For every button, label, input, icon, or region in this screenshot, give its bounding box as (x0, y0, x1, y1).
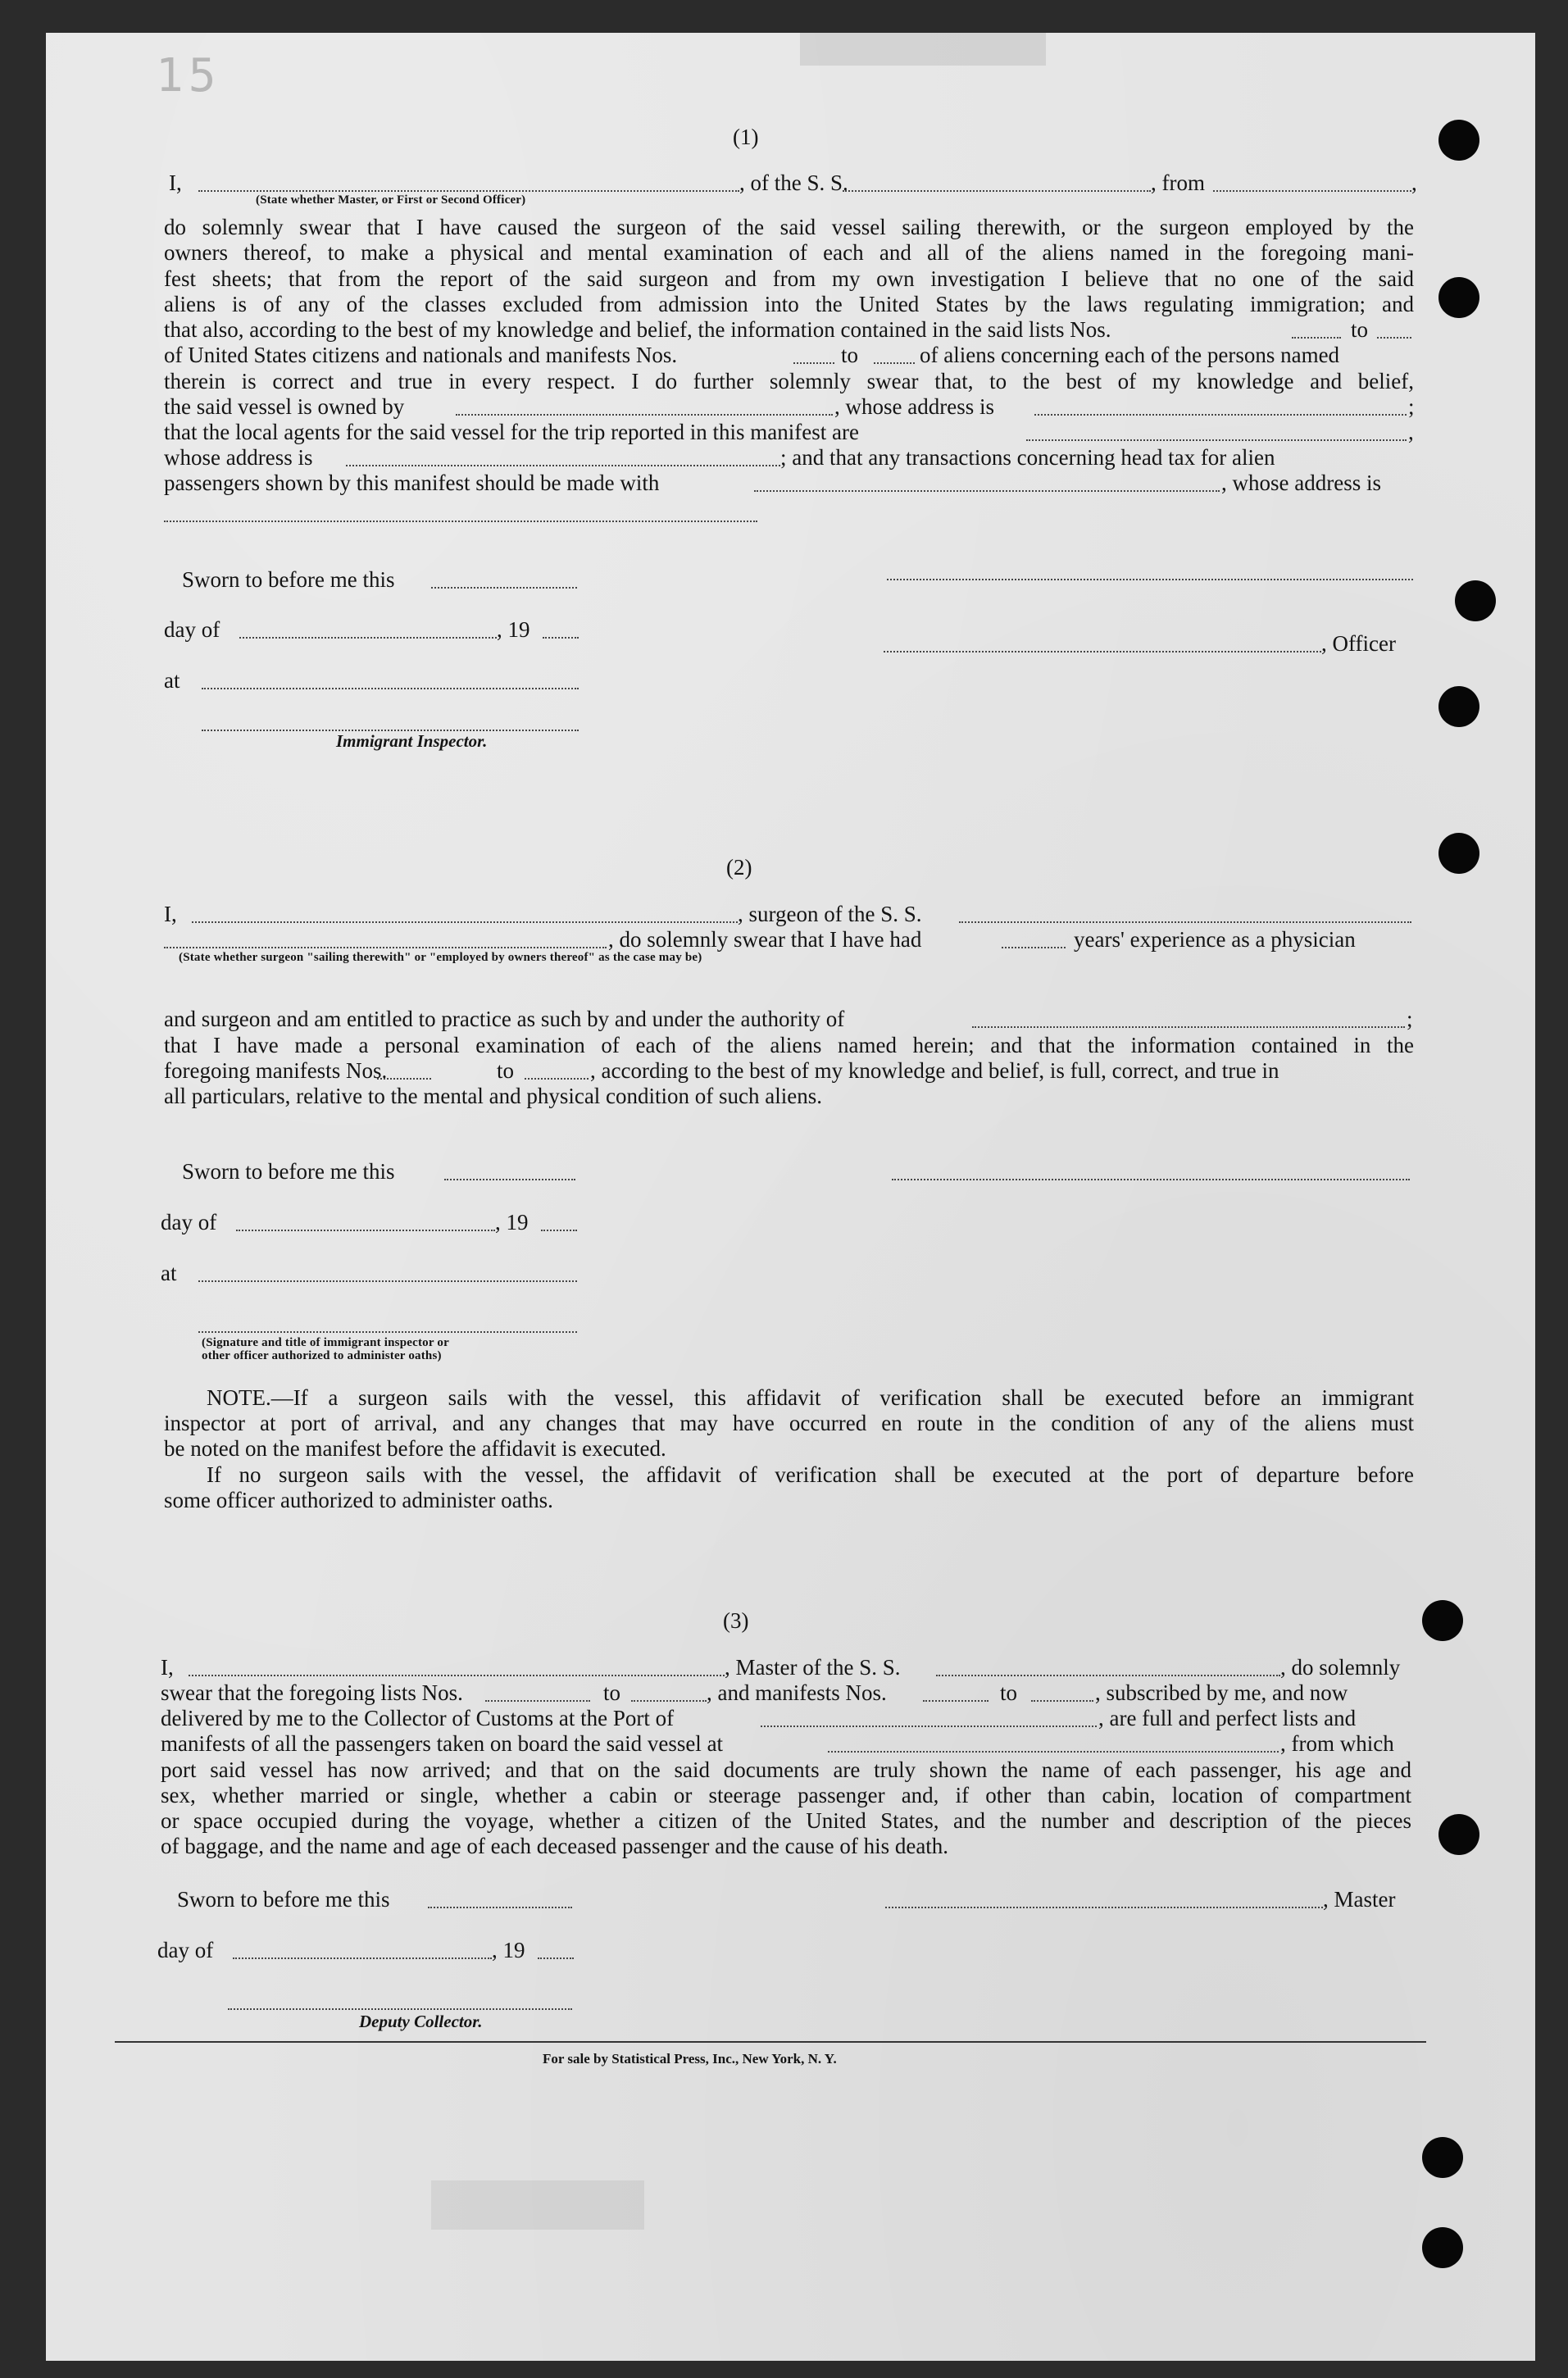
s3-day-of: day of (157, 1938, 214, 1962)
s1-comma: , (1411, 171, 1417, 195)
s2-sworn-date-field[interactable] (444, 1179, 575, 1180)
s1-of-ss: , of the S. S. (739, 171, 848, 195)
s3-line-2b: to (603, 1680, 621, 1705)
s2-note-text: —If a surgeon sails with the vessel, this affidavit of verification shall be executed before an immigrant (270, 1385, 1414, 1410)
s1-manifests-to-field[interactable] (874, 362, 915, 364)
s1-agents-field[interactable] (1026, 439, 1407, 441)
s3-line-4b: , from which (1280, 1731, 1394, 1756)
s1-agents-address-field[interactable] (346, 465, 780, 466)
s3-ship-field[interactable] (936, 1675, 1280, 1676)
s1-line-6b: to (841, 343, 859, 367)
s2-years-field[interactable] (1002, 947, 1066, 948)
s1-sworn-date-field[interactable] (431, 587, 577, 589)
s2-line-4: that I have made a personal examination of each of the aliens named herein; and that the information contained in the (164, 1033, 1414, 1057)
s2-line-2a: , do solemnly swear that I have had (608, 927, 922, 952)
punch-hole (1422, 2137, 1463, 2178)
s2-name-field[interactable] (192, 921, 738, 923)
s1-line-10b: ; and that any transactions concerning head tax for alien (780, 445, 1275, 470)
s1-line-8a: the said vessel is owned by (164, 394, 405, 419)
s1-year-field[interactable] (543, 637, 579, 639)
s3-line-2c: , and manifests Nos. (707, 1680, 887, 1705)
s3-line-2a: swear that the foregoing lists Nos. (161, 1680, 463, 1705)
s3-port-field[interactable] (761, 1726, 1097, 1727)
s1-line-9a: that the local agents for the said vessel for the trip reported in this manifest are (164, 420, 859, 444)
s3-boarding-port-field[interactable] (828, 1751, 1279, 1753)
s1-line-9b: , (1408, 420, 1414, 444)
faded-stamp (431, 2180, 644, 2230)
s1-day-field[interactable] (239, 637, 497, 639)
punch-hole (1455, 580, 1496, 621)
s2-surgeon-note: (State whether surgeon "sailing therewith" or "employed by owners thereof" as the case may be) (179, 951, 702, 964)
s2-line-2b: years' experience as a physician (1074, 927, 1356, 952)
s2-sworn: Sworn to before me this (182, 1159, 395, 1184)
s3-deputy-label: Deputy Collector. (359, 2012, 483, 2031)
s2-at: at (161, 1261, 177, 1285)
s2-signature-field[interactable] (892, 1179, 1410, 1180)
s3-day-field[interactable] (233, 1957, 492, 1959)
s1-line-5a: that also, according to the best of my knowledge and belief, the information contained in the said lists Nos. (164, 317, 1111, 342)
s3-deputy-field[interactable] (228, 2008, 572, 2010)
s1-head-tax-address-field[interactable] (164, 521, 757, 522)
s1-line-4: aliens is of any of the classes excluded from admission into the United States by the laws regulating immigration; and (164, 292, 1414, 316)
s3-line-3b: , are full and perfect lists and (1098, 1706, 1357, 1730)
s1-line-11b: , whose address is (1221, 471, 1381, 495)
s1-line-8c: ; (1408, 394, 1415, 419)
s3-master-signature-field[interactable] (885, 1907, 1323, 1908)
s3-manifests-to-field[interactable] (1031, 1700, 1093, 1702)
punch-hole (1438, 1814, 1479, 1855)
s3-solemnly: , do solemnly (1280, 1655, 1401, 1680)
s3-line-8: of baggage, and the name and age of each deceased passenger and the cause of his death. (161, 1834, 949, 1858)
s2-ship-field[interactable] (959, 921, 1411, 923)
s3-line-5: port said vessel has now arrived; and that on the said documents are truly shown the name of each passenger, his age and (161, 1757, 1411, 1782)
section-3-heading: (3) (723, 1608, 749, 1633)
s2-line-3a: and surgeon and am entitled to practice as such by and under the authority of (164, 1007, 845, 1031)
s2-authority-field[interactable] (972, 1026, 1405, 1028)
s2-manifests-from-field[interactable] (377, 1078, 431, 1080)
s1-lists-to-field[interactable] (1377, 337, 1411, 339)
s1-from-field[interactable] (1213, 190, 1411, 192)
s2-i: I, (164, 902, 177, 926)
faded-stamp (800, 33, 1046, 66)
s2-manifests-to-field[interactable] (525, 1078, 589, 1080)
s2-inspector-field[interactable] (198, 1331, 577, 1333)
s1-manifests-from-field[interactable] (793, 362, 834, 364)
s3-master: , Master (1323, 1887, 1396, 1912)
section-1-heading: (1) (733, 125, 759, 149)
section-2-heading: (2) (726, 855, 752, 880)
s1-line-10a: whose address is (164, 445, 313, 470)
s1-line-6c: of aliens concerning each of the persons named (920, 343, 1340, 367)
s2-line-5a: foregoing manifests Nos. (164, 1058, 388, 1083)
s1-at-field[interactable] (202, 688, 579, 689)
s1-from: , from (1151, 171, 1205, 195)
s1-line-8b: , whose address is (834, 394, 994, 419)
s1-inspector-label: Immigrant Inspector. (336, 731, 488, 751)
s1-officer-note: (State whether Master, or First or Second Officer) (256, 193, 526, 207)
s3-name-field[interactable] (189, 1675, 725, 1676)
s2-sailing-field[interactable] (164, 947, 607, 948)
s1-day-of: day of (164, 617, 220, 642)
s1-line-7: therein is correct and true in every respect. I do further solemnly swear that, to the best of my knowledge and belief, (164, 369, 1414, 393)
s2-day-field[interactable] (236, 1230, 495, 1231)
s2-line-3b: ; (1407, 1007, 1413, 1031)
s1-officer: , Officer (1321, 631, 1396, 656)
s2-note-line-2: inspector at port of arrival, and any changes that may have occurred en route in the condition of any of the aliens must (164, 1411, 1414, 1435)
s3-sworn-date-field[interactable] (428, 1907, 572, 1908)
punch-hole (1438, 833, 1479, 874)
s3-line-7: or space occupied during the voyage, whether a citizen of the United States, and the number and description of the pieces (161, 1808, 1411, 1833)
s1-name-field[interactable] (198, 190, 739, 192)
s1-owner-field[interactable] (456, 414, 833, 416)
s2-note-line-3: be noted on the manifest before the affidavit is executed. (164, 1436, 666, 1461)
s1-lists-from-field[interactable] (1292, 337, 1341, 339)
s2-surgeon-of: , surgeon of the S. S. (738, 902, 922, 926)
s3-year-field[interactable] (538, 1957, 574, 1959)
s1-at: at (164, 668, 180, 693)
s1-line-6a: of United States citizens and nationals and manifests Nos. (164, 343, 678, 367)
s3-master-of: , Master of the S. S. (725, 1655, 901, 1680)
s2-line-5c: , according to the best of my knowledge and belief, is full, correct, and true in (590, 1058, 1279, 1083)
s1-officer-field[interactable] (884, 651, 1321, 652)
s2-note2-line-2: some officer authorized to administer oaths. (164, 1488, 553, 1512)
page-mark: 15 (156, 49, 221, 102)
punch-hole (1438, 277, 1479, 318)
punch-hole (1422, 1600, 1463, 1641)
printer-imprint: For sale by Statistical Press, Inc., New York, N. Y. (543, 2051, 837, 2067)
s2-sig-note-1: (Signature and title of immigrant inspector or (202, 1336, 449, 1349)
s1-line-11a: passengers shown by this manifest should be made with (164, 471, 660, 495)
s1-signature-field[interactable] (887, 579, 1413, 580)
s1-line-5b: to (1351, 317, 1369, 342)
s3-line-3a: delivered by me to the Collector of Customs at the Port of (161, 1706, 675, 1730)
punch-hole (1422, 2227, 1463, 2268)
s1-owner-address-field[interactable] (1034, 414, 1407, 416)
s3-lists-from-field[interactable] (485, 1700, 590, 1702)
s1-line-1: do solemnly swear that I have caused the surgeon of the said vessel sailing therewith, or the surgeon employed by the (164, 215, 1414, 239)
punch-hole (1438, 686, 1479, 727)
s1-line-2: owners thereof, to make a physical and mental examination of each and all of the aliens named in the foregoing mani- (164, 240, 1414, 265)
s2-sig-note-2: other officer authorized to administer oaths) (202, 1349, 442, 1362)
s1-sworn: Sworn to before me this (182, 567, 395, 592)
s2-note-label: NOTE. (207, 1385, 271, 1410)
s2-line-6: all particulars, relative to the mental and physical condition of such aliens. (164, 1084, 822, 1108)
s1-ship-field[interactable] (843, 190, 1151, 192)
s3-sworn: Sworn to before me this (177, 1887, 390, 1912)
s1-line-3: fest sheets; that from the report of the said surgeon and from my own investigation I believe that no one of the said (164, 266, 1414, 291)
s1-i: I, (169, 171, 182, 195)
s2-note-line-1 (164, 1385, 1414, 1411)
footer-rule (115, 2041, 1426, 2043)
s2-line-5b: to (497, 1058, 515, 1083)
punch-hole (1438, 120, 1479, 161)
s3-line-2d: to (1000, 1680, 1018, 1705)
s2-at-field[interactable] (198, 1280, 577, 1282)
s2-year: , 19 (495, 1210, 529, 1234)
s3-lists-to-field[interactable] (631, 1700, 707, 1702)
s2-day-of: day of (161, 1210, 217, 1234)
s1-year: , 19 (497, 617, 530, 642)
manifest-form-page (46, 33, 1535, 2361)
s2-note2-line-1: If no surgeon sails with the vessel, the affidavit of verification shall be executed at the port of departure before (207, 1462, 1414, 1487)
s3-i: I, (161, 1655, 174, 1680)
s2-year-field[interactable] (541, 1230, 577, 1231)
s1-head-tax-field[interactable] (754, 490, 1220, 492)
s3-line-2e: , subscribed by me, and now (1095, 1680, 1348, 1705)
s3-manifests-from-field[interactable] (923, 1700, 989, 1702)
s3-line-4a: manifests of all the passengers taken on board the said vessel at (161, 1731, 724, 1756)
s3-year: , 19 (492, 1938, 525, 1962)
s3-line-6: sex, whether married or single, whether a cabin or steerage passenger and, if other than cabin, location of compartment (161, 1783, 1411, 1807)
